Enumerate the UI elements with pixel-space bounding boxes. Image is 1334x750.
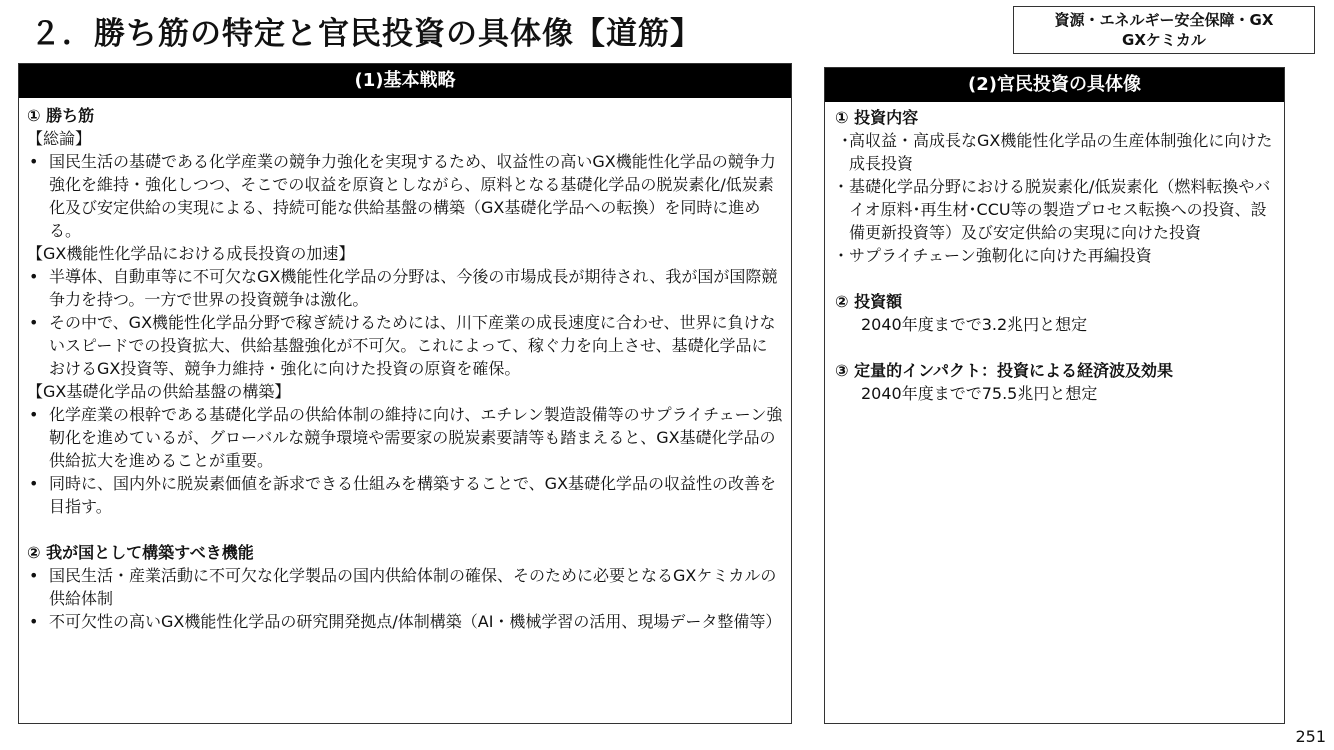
national-function-title: ② 我が国として構築すべき機能 [27, 543, 254, 562]
investment-panel [824, 67, 1285, 724]
list-item: • 不可欠性の高いGX機能性化学品の研究開発拠点/体制構築（AI・機械学習の活用、現場データ整備等） [27, 610, 783, 633]
list-item: • 半導体、自動車等に不可欠なGX機能性化学品の分野は、今後の市場成長が期待され、我が国が国際競争力を持つ。一方で世界の投資競争は激化。 [27, 265, 783, 311]
list-item: • 化学産業の根幹である基礎化学品の供給体制の維持に向け、エチレン製造設備等のサプライチェーン強靭化を進めているが、グローバルな競争環境や需要家の脱炭素要請等も踏まえると、GX基礎化学品の供給拡大を進めることが重要。 [27, 403, 783, 472]
list-item: • 国民生活の基礎である化学産業の競争力強化を実現するため、収益性の高いGX機能性化学品の競争力強化を維持・強化しつつ、そこでの収益を原資としながら、原料となる基礎化学品の脱炭素化/低炭素化及び安定供給の実現による、持続可能な供給基盤の構築（GX基礎化学品への転換）を同時に進める。 [27, 150, 783, 242]
impact-title: ③ 定量的インパクト：投資による経済波及効果 [835, 361, 1173, 380]
category-tag-line2: GXケミカル [1122, 31, 1206, 49]
investment-content-title: ① 投資内容 [835, 108, 919, 127]
basic-strategy-header: (1)基本戦略 [19, 64, 791, 98]
list-item-text: 基礎化学品分野における脱炭素化/低炭素化（燃料転換やバイオ原料･再生材･CCU等の製造プロセス転換への投資、設備更新投資等）及び安定供給の実現に向けた投資 [849, 177, 1271, 242]
basic-chem-list [27, 403, 783, 518]
page-title: ２．勝ち筋の特定と官民投資の具体像【道筋】 [30, 16, 702, 52]
list-item [835, 175, 1274, 244]
winning-path-title: ① 勝ち筋 [27, 106, 95, 125]
national-function-list [27, 564, 783, 633]
list-item: • 同時に、国内外に脱炭素価値を訴求できる仕組みを構築することで、GX基礎化学品の収益性の改善を目指す。 [27, 472, 783, 518]
basic-chem-label: 【GX基礎化学品の供給基盤の構築】 [27, 382, 291, 401]
basic-strategy-panel [18, 63, 792, 724]
page-number: 251 [1295, 727, 1326, 746]
investment-header: (2)官民投資の具体像 [825, 68, 1284, 102]
bullet-mark: ･ [837, 246, 846, 265]
overview-label: 【総論】 [27, 129, 92, 148]
functional-chem-list [27, 265, 783, 380]
investment-amount-value: 2040年度までで3.2兆円と想定 [861, 315, 1088, 334]
list-item: • 国民生活・産業活動に不可欠な化学製品の国内供給体制の確保、そのために必要となるGXケミカルの供給体制 [27, 564, 783, 610]
list-item-text: 高収益・高成長なGX機能性化学品の生産体制強化に向けた成長投資 [849, 131, 1273, 173]
bullet-mark: ･ [837, 177, 846, 196]
list-item: • その中で、GX機能性化学品分野で稼ぎ続けるためには、川下産業の成長速度に合わせ、世界に負けないスピードでの投資拡大、供給基盤強化が不可欠。これによって、稼ぐ力を向上させ、基礎化学品におけるGX投資等、競争力維持・強化に向けた投資の原資を確保。 [27, 311, 783, 380]
functional-chem-label: 【GX機能性化学品における成長投資の加速】 [27, 244, 355, 263]
category-tag [1013, 6, 1315, 54]
list-item [835, 244, 1274, 267]
list-item-text: サプライチェーン強靭化に向けた再編投資 [849, 246, 1152, 265]
basic-strategy-body [19, 98, 791, 633]
list-item [835, 129, 1274, 175]
overview-list [27, 150, 783, 242]
investment-amount-title: ② 投資額 [835, 292, 903, 311]
bullet-mark: ・ [837, 131, 854, 150]
investment-body [825, 102, 1284, 405]
impact-value: 2040年度までで75.5兆円と想定 [861, 384, 1098, 403]
category-tag-line1: 資源・エネルギー安全保障・GX [1054, 11, 1274, 29]
